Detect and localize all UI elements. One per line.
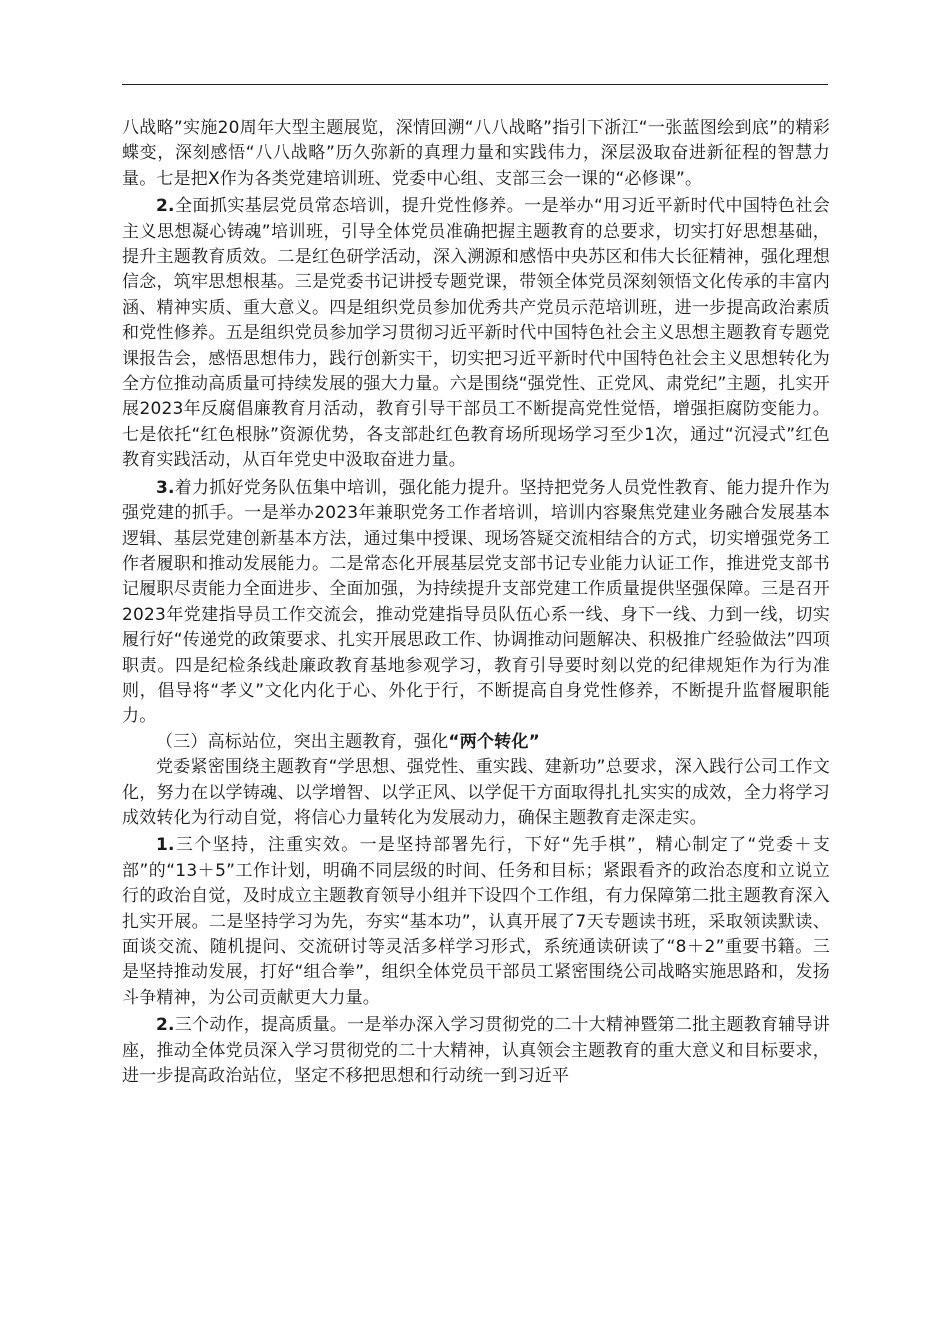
item-number: 2. bbox=[156, 196, 175, 217]
paragraph-item-3 bbox=[122, 476, 830, 730]
item-number: 1. bbox=[156, 835, 175, 856]
item-number: 3. bbox=[156, 477, 175, 498]
item-number: 2. bbox=[156, 1015, 175, 1036]
paragraph-text: 全面抓实基层党员常态培训，提升党性修养。一是举办“用习近平新时代中国特色社会主义思想凝心铸魂”培训班，引导全体党员准确把握主题教育的总要求，切实打好思想基础，提升主题教育质效。二是红色研学活动，深入溯源和感悟中央苏区和伟大长征精神，强化理想信念，筑牢思想根基。三是党委书记讲授专题党课，带领全体党员深刻领悟文化传承的丰富内涵、精神实质、重大意义。四是组织党员参加优秀共产党员示范培训班，进一步提高政治素质和党性修养。五是组织党员参加学习贯彻习近平新时代中国特色社会主义思想主题教育专题党课报告会，感悟思想伟力，践行创新实干，切实把习近平新时代中国特色社会主义思想转化为全方位推动高质量可持续发展的强大力量。六是围绕“强党性、正党风、肃党纪”主题，扎实开展2023年反腐倡廉教育月活动，教育引导干部员工不断提高党性觉悟，增强拒腐防变能力。七是依托“红色根脉”资源优势，各支部赴红色教育场所现场学习至少1次，通过“沉浸式”红色教育实践活动，从百年党史中汲取奋进力量。 bbox=[122, 196, 830, 471]
paragraph-section-intro bbox=[122, 755, 830, 831]
paragraph-text: 八战略”实施20周年大型主题展览，深情回溯“八八战略”指引下浙江“一张蓝图绘到底”的精彩蝶变，深刻感悟“八八战略”历久弥新的真理力量和实践伟力，深层汲取奋进新征程的智慧力量。七是把X作为各类党建培训班、党委中心组、支部三会一课的“必修课”。 bbox=[122, 118, 830, 189]
section-heading bbox=[122, 730, 830, 755]
paragraph-text: 三个坚持，注重实效。一是坚持部署先行，下好“先手棋”，精心制定了“党委＋支部”的“13＋5”工作计划，明确不同层级的时间、任务和目标；紧跟看齐的政治态度和立说立行的政治自觉，及时成立主题教育领导小组并下设四个工作组，有力保障第二批主题教育深入扎实开展。二是坚持学习为先，夯实“基本功”，认真开展了7天专题读书班，采取领读默读、面谈交流、随机提问、交流研讨等灵活多样学习形式，系统通读研读了“8＋2”重要书籍。三是坚持推动发展，打好“组合拳”，组织全体党员干部员工紧密围绕公司战略实施思路和，发扬斗争精神，为公司贡献更大力量。 bbox=[122, 835, 830, 1008]
paragraph-item-2b bbox=[122, 1013, 830, 1089]
header-rule bbox=[122, 84, 828, 85]
paragraph-item-1 bbox=[122, 833, 830, 1011]
paragraph-text: 三个动作，提高质量。一是举办深入学习贯彻党的二十大精神暨第二批主题教育辅导讲座，推动全体党员深入学习贯彻党的二十大精神，认真领会主题教育的重大意义和目标要求，进一步提高政治站位，坚定不移把思想和行动统一到习近平 bbox=[122, 1015, 830, 1087]
section-heading-text: （三）高标站位，突出主题教育，强化 bbox=[156, 731, 449, 752]
paragraph-text: 着力抓好党务队伍集中培训，强化能力提升。坚持把党务人员党性教育、能力提升作为强党建的抓手。一是举办2023年兼职党务工作者培训，培训内容聚焦党建业务融合发展基本逻辑、基层党建创新基本方法，通过集中授课、现场答疑交流相结合的方式，切实增强党务工作者履职和推动发展能力。二是常态化开展基层党支部书记专业能力认证工作，推进党支部书记履职尽责能力全面进步、全面加强，为持续提升支部党建工作质量提供坚强保障。三是召开2023年党建指导员工作交流会，推动党建指导员队伍心系一线、身下一线、力到一线，切实履行好“传递党的政策要求、扎实开展思政工作、协调推动问题解决、积极推广经验做法”四项职责。四是纪检条线赴廉政教育基地参观学习，教育引导要时刻以党的纪律规矩作为行为准则，倡导将“孝义”文化内化于心、外化于行，不断提高自身党性修养，不断提升监督履职能力。 bbox=[122, 477, 830, 727]
body-text bbox=[122, 116, 830, 1089]
paragraph-item-2 bbox=[122, 194, 830, 473]
paragraph-text: 党委紧密围绕主题教育“学思想、强党性、重实践、建新功”总要求，深入践行公司工作文化，努力在以学铸魂、以学增智、以学正风、以学促干方面取得扎扎实实的成效，全力将学习成效转化为行动自觉，将信心力量转化为发展动力，确保主题教育走深走实。 bbox=[122, 757, 830, 828]
paragraph-continued bbox=[122, 116, 830, 192]
section-heading-emphasis: “两个转化” bbox=[448, 731, 540, 752]
